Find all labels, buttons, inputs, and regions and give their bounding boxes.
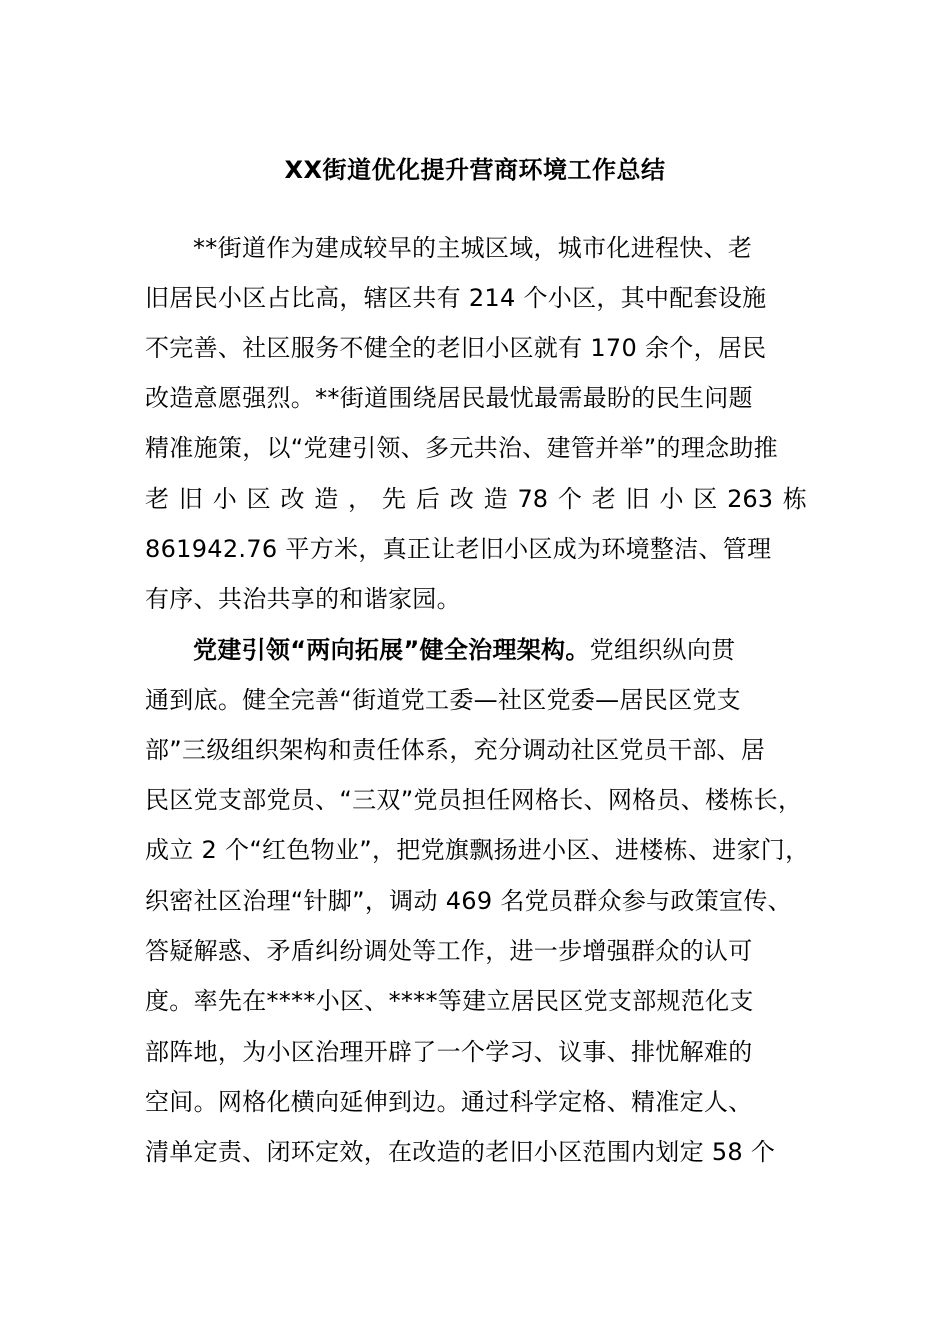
justified-word: 区 [693, 485, 718, 513]
justified-word: 旧 [178, 485, 203, 513]
paragraph-line: 清单定责、闭环定效，在改造的老旧小区范围内划定 58 个 [145, 1138, 776, 1166]
justified-word: 263 [727, 485, 773, 513]
paragraph-line: 空间。网格化横向延伸到边。通过科学定格、精准定人、 [145, 1088, 753, 1116]
paragraph-line: 成立 2 个“红色物业”，把党旗飘扬进小区、进楼栋、进家门， [145, 836, 810, 864]
paragraph-line: 部阵地，为小区治理开辟了一个学习、议事、排忧解难的 [145, 1038, 753, 1066]
justified-word: 老 [145, 485, 169, 513]
justified-word: 78 [517, 485, 548, 513]
justified-word: 改 [280, 485, 305, 513]
justified-word: 造 [314, 485, 339, 513]
document-title: XX街道优化提升营商环境工作总结 [284, 156, 666, 184]
justified-paragraph-line [145, 479, 807, 519]
paragraph-text: 党组织纵向贯 [589, 636, 736, 664]
justified-word: 后 [415, 485, 440, 513]
paragraph-first-line [193, 630, 735, 670]
paragraph-line: 部”三级组织架构和责任体系，充分调动社区党员干部、居 [145, 736, 766, 764]
justified-word: 小 [659, 485, 684, 513]
justified-word: 个 [557, 485, 582, 513]
justified-word: ， [348, 485, 373, 513]
paragraph-line: 861942.76 平方米，真正让老旧小区成为环境整洁、管理 [145, 535, 772, 563]
paragraph-line: 织密社区治理“针脚”，调动 469 名党员群众参与政策宣传、 [145, 887, 792, 915]
justified-word: 旧 [625, 485, 650, 513]
justified-word: 先 [382, 485, 407, 513]
justified-word: 区 [246, 485, 271, 513]
paragraph-line: 不完善、社区服务不健全的老旧小区就有 170 余个，居民 [145, 334, 767, 362]
paragraph-line: 通到底。健全完善“街道党工委—社区党委—居民区党支 [145, 686, 741, 714]
paragraph-line: 精准施策，以“党建引领、多元共治、建管并举”的理念助推 [145, 434, 778, 462]
justified-word: 改 [449, 485, 474, 513]
justified-word: 老 [591, 485, 616, 513]
justified-word: 小 [212, 485, 237, 513]
paragraph-line: 民区党支部党员、“三双”党员担任网格长、网格员、楼栋长， [145, 786, 803, 814]
justified-word: 造 [483, 485, 508, 513]
paragraph-line: 旧居民小区占比高，辖区共有 214 个小区，其中配套设施 [145, 284, 767, 312]
paragraph-line: 度。率先在****小区、****等建立居民区党支部规范化支 [145, 987, 754, 1015]
paragraph-line: 答疑解惑、矛盾纠纷调处等工作，进一步增强群众的认可 [145, 937, 753, 965]
justified-word: 栋 [782, 485, 807, 513]
paragraph-line: 有序、共治共享的和谐家园。 [145, 585, 461, 613]
paragraph-line: 改造意愿强烈。**街道围绕居民最忧最需最盼的民生问题 [145, 384, 753, 412]
paragraph-line: **街道作为建成较早的主城区域，城市化进程快、老 [193, 234, 753, 262]
section-heading: 党建引领“两向拓展”健全治理架构。 [193, 636, 590, 664]
